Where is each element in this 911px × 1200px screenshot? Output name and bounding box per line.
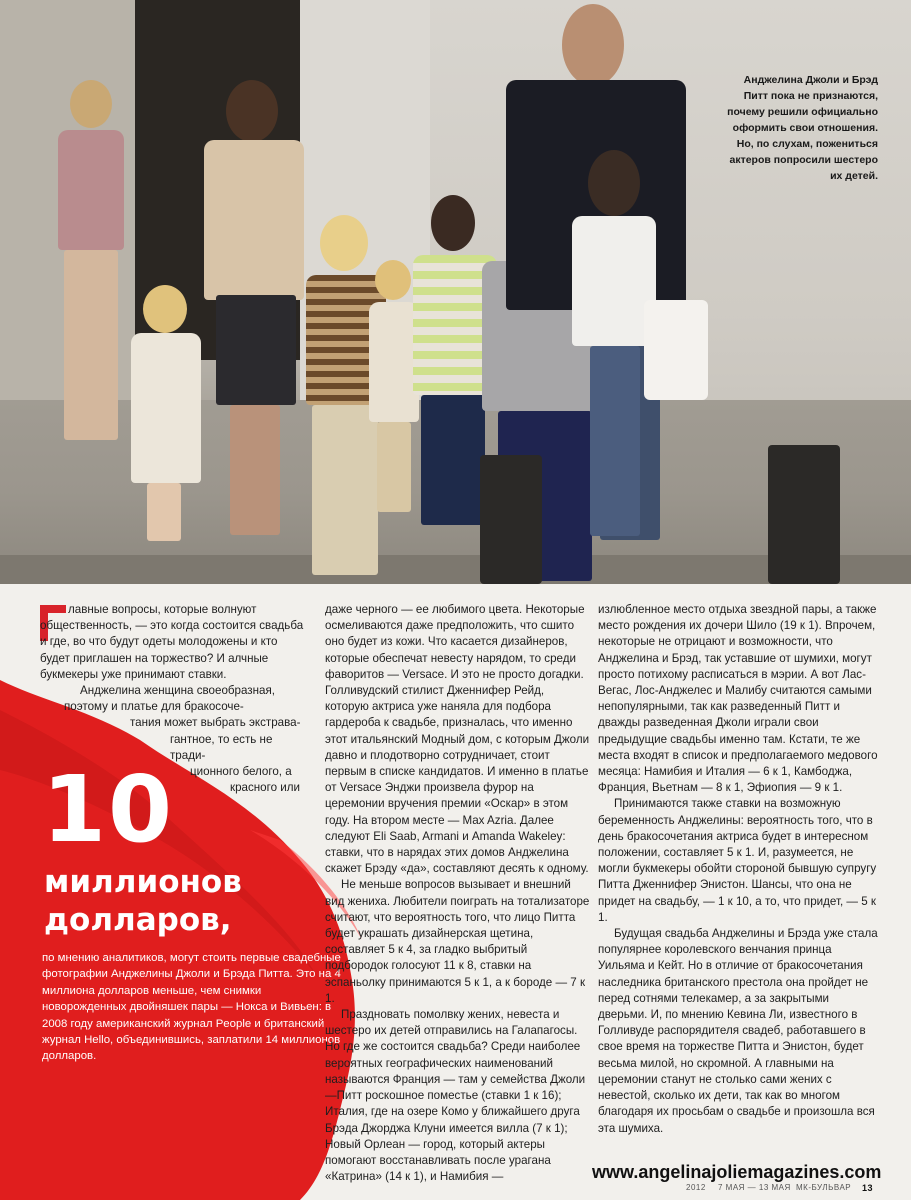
col1-line: Анджелина женщина своеобразная, bbox=[80, 684, 275, 698]
col1-line: поэтому и платье для бракосоче- bbox=[64, 700, 244, 714]
col1-line: гантное, то есть не тради- bbox=[170, 732, 273, 762]
article-column-2 bbox=[325, 602, 590, 1185]
footer-magazine: МК-БУЛЬВАР bbox=[796, 1183, 852, 1192]
col2-paragraph-1: даже черного — ее любимого цвета. Некоторые осмеливаются даже предположить, что сшито оно будет из кожи. Что касается дизайнеров, которые обеспечат невесту нарядом, то среди фаворитов — Versace. И это не просто догадки. Голливудский стилист Дженнифер Рейд, которую актриса уже наняла для подбора гардероба к свадьбе, призналась, что именно этот итальянский Модный дом, с которым Джоли давно и плодотворно сотрудничает, стоит первым в списке кандидатов. И именно в платье от Versace Энджи произвела фурор на церемонии вручения премии «Оскар» в этом году. На втором месте — Max Azria. Далее следуют Eli Saab, Armani и Amanda Wakeley: ставки, что в нарядах этих домов Анджелина скажет Брэду «да», составляют десять к одному. bbox=[325, 603, 590, 876]
article-intro: лавные вопросы, которые волнуют общественность, — это когда состоится свадьба и где, во что будут одеты молодожены и кто будет приглашен на торжество? И алчные букмекеры уже принимают ставки. bbox=[40, 603, 304, 681]
watermark-url: www.angelinajoliemagazines.com bbox=[592, 1162, 882, 1182]
callout-line-2: долларов, bbox=[44, 902, 232, 938]
figure-child-1 bbox=[125, 285, 210, 545]
col3-paragraph-3: Будущая свадьба Анджелины и Брэда уже стала популярнее королевского венчания принца Уильяма и Кейт. Но в отличие от бракосочетания наследника британского престола она пройдет не перед сотнями телекамер, а за закрытыми дверьми. И, по мнению Кевина Ли, известного в Голливуде распорядителя свадеб, работавшего в свое время на торжестве Питта и Энистон, будет весьма милой, но скромной. А главными на церемонии станут не столько сами жених с невестой, сколько их дети, так как во многом благодаря их просьбам о свадьбе и произошла вся эта шумиха. bbox=[598, 927, 878, 1135]
footer-year: 2012 bbox=[686, 1183, 706, 1192]
bollard-1 bbox=[480, 455, 542, 584]
col2-paragraph-3: Праздновать помолвку жених, невеста и шестеро их детей отправились на Галапагосы. Но где же состоится свадьба? Среди наиболее вероятных географических наименований называются Франция — там у семейства Джоли—Питт роскошное поместье (ставки 1 к 16); Италия, где на озере Комо у ближайшего друга Брэда Джорджа Клуни имеется вилла (7 к 1); Новый Орлеан — город, который актеры помогают восстанавливать после урагана «Катрина» (14 к 1), и Намибия — bbox=[325, 1008, 586, 1184]
callout-number: 10 bbox=[42, 756, 175, 863]
col3-paragraph-2: Принимаются также ставки на возможную беременность Анджелины: вероятность того, что в день бракосочетания актриса будет в интересном положении, составляет 5 к 1. И, разумеется, не могли букмекеры обойти стороной бывшую супругу Питта Дженнифер Энистон. Шансы, что она не придет на свадьбу, — 1 к 10, а то, что придет, — 5 к 1. bbox=[598, 797, 877, 924]
col1-line: красного или bbox=[230, 781, 300, 795]
cover-photo bbox=[0, 0, 911, 584]
shopping-bag bbox=[644, 300, 708, 400]
col1-line: тания может выбрать экстрава- bbox=[130, 716, 301, 730]
bollard-2 bbox=[768, 445, 840, 584]
col3-paragraph-1: излюбленное место отдыха звездной пары, а также место рождения их дочери Шило (19 к 1). Впрочем, некоторые не отрицают и возможности, что Анджелина и Брэд, так уставшие от шумихи, могут просто потихому расписаться в мэрии. А вот Лас-Вегас, Лос-Анджелес и Малибу считаются самыми непопулярными, так как разведенный Питт и дважды разведенная Джоли играли свои предыдущие свадьбы именно там. Кстати, те же места входят в список и предполагаемого медового месяца: Намибия и Италия — 6 к 1, Камбоджа, Франция, Вьетнам — 8 к 1, Эфиопия — 9 к 1. bbox=[598, 603, 878, 795]
footer-dates: 7 МАЯ — 13 МАЯ bbox=[718, 1183, 791, 1192]
col1-line: ционного белого, а bbox=[190, 765, 292, 779]
page-number: 13 bbox=[862, 1183, 874, 1193]
article-column-3 bbox=[598, 602, 878, 1137]
callout-text: по мнению аналитиков, могут стоить первые свадебные фотографии Анджелины Джоли и Брэда Питта. Это на 4 миллиона долларов меньше, чем снимки новорожденных двойняшек пары — Нокса и Вивьен: в 2008 году американский журнал People и британский журнал Hello, объединившись, заплатили 14 миллионов долларов. bbox=[42, 952, 341, 1063]
callout-line-1: миллионов bbox=[44, 864, 242, 900]
footer-page-number bbox=[862, 1183, 873, 1193]
col2-paragraph-2: Не меньше вопросов вызывает и внешний вид жениха. Любители поиграть на тотализаторе считают, что вероятность того, что лицо Питта будет украшать дизайнерская щетина, составляет 5 к 4, за гладко выбритый подбородок голосуют 11 к 8, ставки на эспаньолку принимаются 5 к 1, а к бороде — 7 к 1. bbox=[325, 878, 590, 1005]
photo-caption: Анджелина Джоли и Брэд Питт пока не признаются, почему решили официально оформить свои отношения. Но, по слухам, пожениться актеров попросили шестеро их детей. bbox=[727, 74, 878, 182]
